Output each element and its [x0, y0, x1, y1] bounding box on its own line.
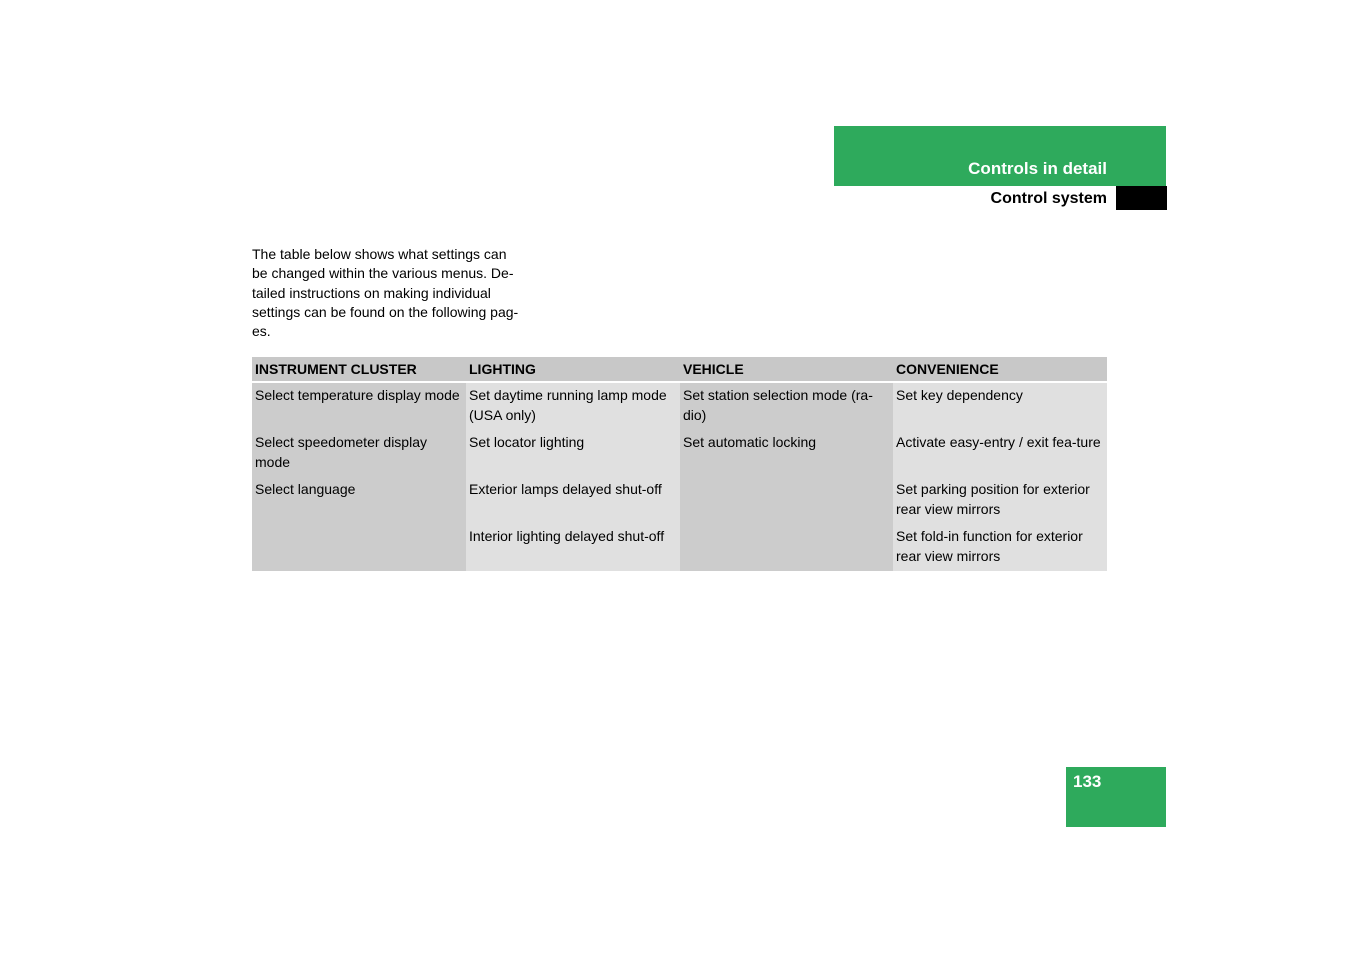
table-cell [680, 477, 893, 524]
intro-line: settings can be found on the following pag- [252, 303, 519, 320]
section-title: Controls in detail [968, 159, 1107, 178]
table-header-row [252, 357, 1107, 382]
table-cell [252, 524, 466, 571]
table-cell: Select language [252, 477, 466, 524]
table-cell: Set station selection mode (ra-dio) [680, 382, 893, 430]
table-row [252, 477, 1107, 524]
intro-paragraph [252, 245, 532, 341]
table-row [252, 382, 1107, 430]
table-row [252, 430, 1107, 477]
intro-line: be changed within the various menus. De- [252, 265, 514, 282]
section-header-bar [834, 126, 1166, 186]
table-cell: Interior lighting delayed shut-off [466, 524, 680, 571]
table-cell: Set daytime running lamp mode (USA only) [466, 382, 680, 430]
page-number: 133 [1073, 772, 1102, 791]
table-cell: Set locator lighting [466, 430, 680, 477]
table-cell: Set automatic locking [680, 430, 893, 477]
table-cell: Activate easy-entry / exit fea-ture [893, 430, 1107, 477]
subsection-title: Control system [990, 190, 1107, 207]
chapter-tab-marker [1116, 186, 1167, 210]
table-cell: Select temperature display mode [252, 382, 466, 430]
column-header-instrument-cluster: INSTRUMENT CLUSTER [252, 357, 466, 382]
table-cell: Set parking position for exterior rear view mirrors [893, 477, 1107, 524]
table-row [252, 524, 1107, 571]
column-header-lighting: LIGHTING [466, 357, 680, 382]
intro-line: The table below shows what settings can [252, 246, 507, 262]
table-cell: Select speedometer display mode [252, 430, 466, 477]
intro-line: es. [252, 323, 271, 340]
settings-table [252, 357, 1107, 571]
table-cell: Set key dependency [893, 382, 1107, 430]
table-cell: Exterior lamps delayed shut-off [466, 477, 680, 524]
table-cell [680, 524, 893, 571]
page-number-block [1066, 767, 1166, 827]
column-header-vehicle: VEHICLE [680, 357, 893, 382]
column-header-convenience: CONVENIENCE [893, 357, 1107, 382]
intro-line: tailed instructions on making individual [252, 284, 491, 301]
table-cell: Set fold-in function for exterior rear view mirrors [893, 524, 1107, 571]
